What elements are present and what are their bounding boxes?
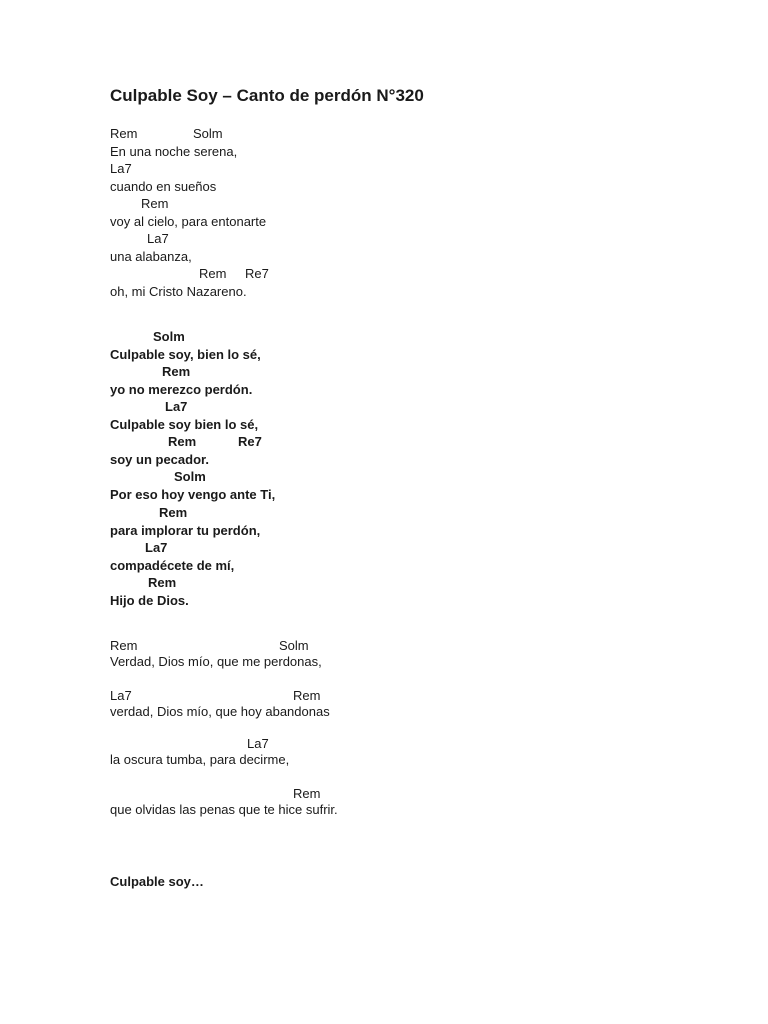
chord: Rem (148, 575, 177, 590)
chord: Solm (193, 126, 223, 141)
lyric-line: yo no merezco perdón. (110, 382, 253, 397)
lyric-line: Culpable soy, bien lo sé, (110, 347, 261, 362)
lyric-line: Verdad, Dios mío, que me perdonas, (110, 654, 322, 669)
song-title: Culpable Soy – Canto de perdón N°320 (110, 86, 424, 105)
chord: Rem (199, 266, 227, 281)
refrain-reference: Culpable soy… (110, 874, 204, 889)
lyric-line: cuando en sueños (110, 179, 217, 194)
chord: La7 (110, 161, 132, 176)
lyric-line: Por eso hoy vengo ante Ti, (110, 487, 276, 502)
chord: Re7 (238, 434, 262, 449)
lyric-line: voy al cielo, para entonarte (110, 214, 267, 229)
chord: La7 (145, 540, 168, 555)
lyric-line: Culpable soy bien lo sé, (110, 417, 259, 432)
chord: La7 (147, 231, 169, 246)
lyric-line: Hijo de Dios. (110, 593, 189, 608)
chord: La7 (110, 688, 132, 703)
lyric-line: la oscura tumba, para decirme, (110, 752, 290, 767)
chord: Rem (168, 434, 197, 449)
chord: Solm (174, 469, 206, 484)
chord: Rem (293, 786, 321, 801)
lyric-line: una alabanza, (110, 249, 192, 264)
lyric-line: compadécete de mí, (110, 558, 235, 573)
lyric-line: verdad, Dios mío, que hoy abandonas (110, 704, 330, 719)
chord: Solm (279, 638, 309, 653)
chord: Rem (110, 638, 138, 653)
chord: Rem (162, 364, 191, 379)
lyric-line: que olvidas las penas que te hice sufrir. (110, 802, 338, 817)
chord: Solm (153, 329, 185, 344)
chord: Rem (159, 505, 188, 520)
chord: La7 (247, 736, 269, 751)
chord: Rem (141, 196, 169, 211)
chord: La7 (165, 399, 188, 414)
lyric-line: para implorar tu perdón, (110, 523, 261, 538)
chord: Rem (110, 126, 138, 141)
lyric-line: oh, mi Cristo Nazareno. (110, 284, 247, 299)
lyric-line: soy un pecador. (110, 452, 209, 467)
chord: Re7 (245, 266, 269, 281)
lyric-line: En una noche serena, (110, 144, 238, 159)
chord: Rem (293, 688, 321, 703)
